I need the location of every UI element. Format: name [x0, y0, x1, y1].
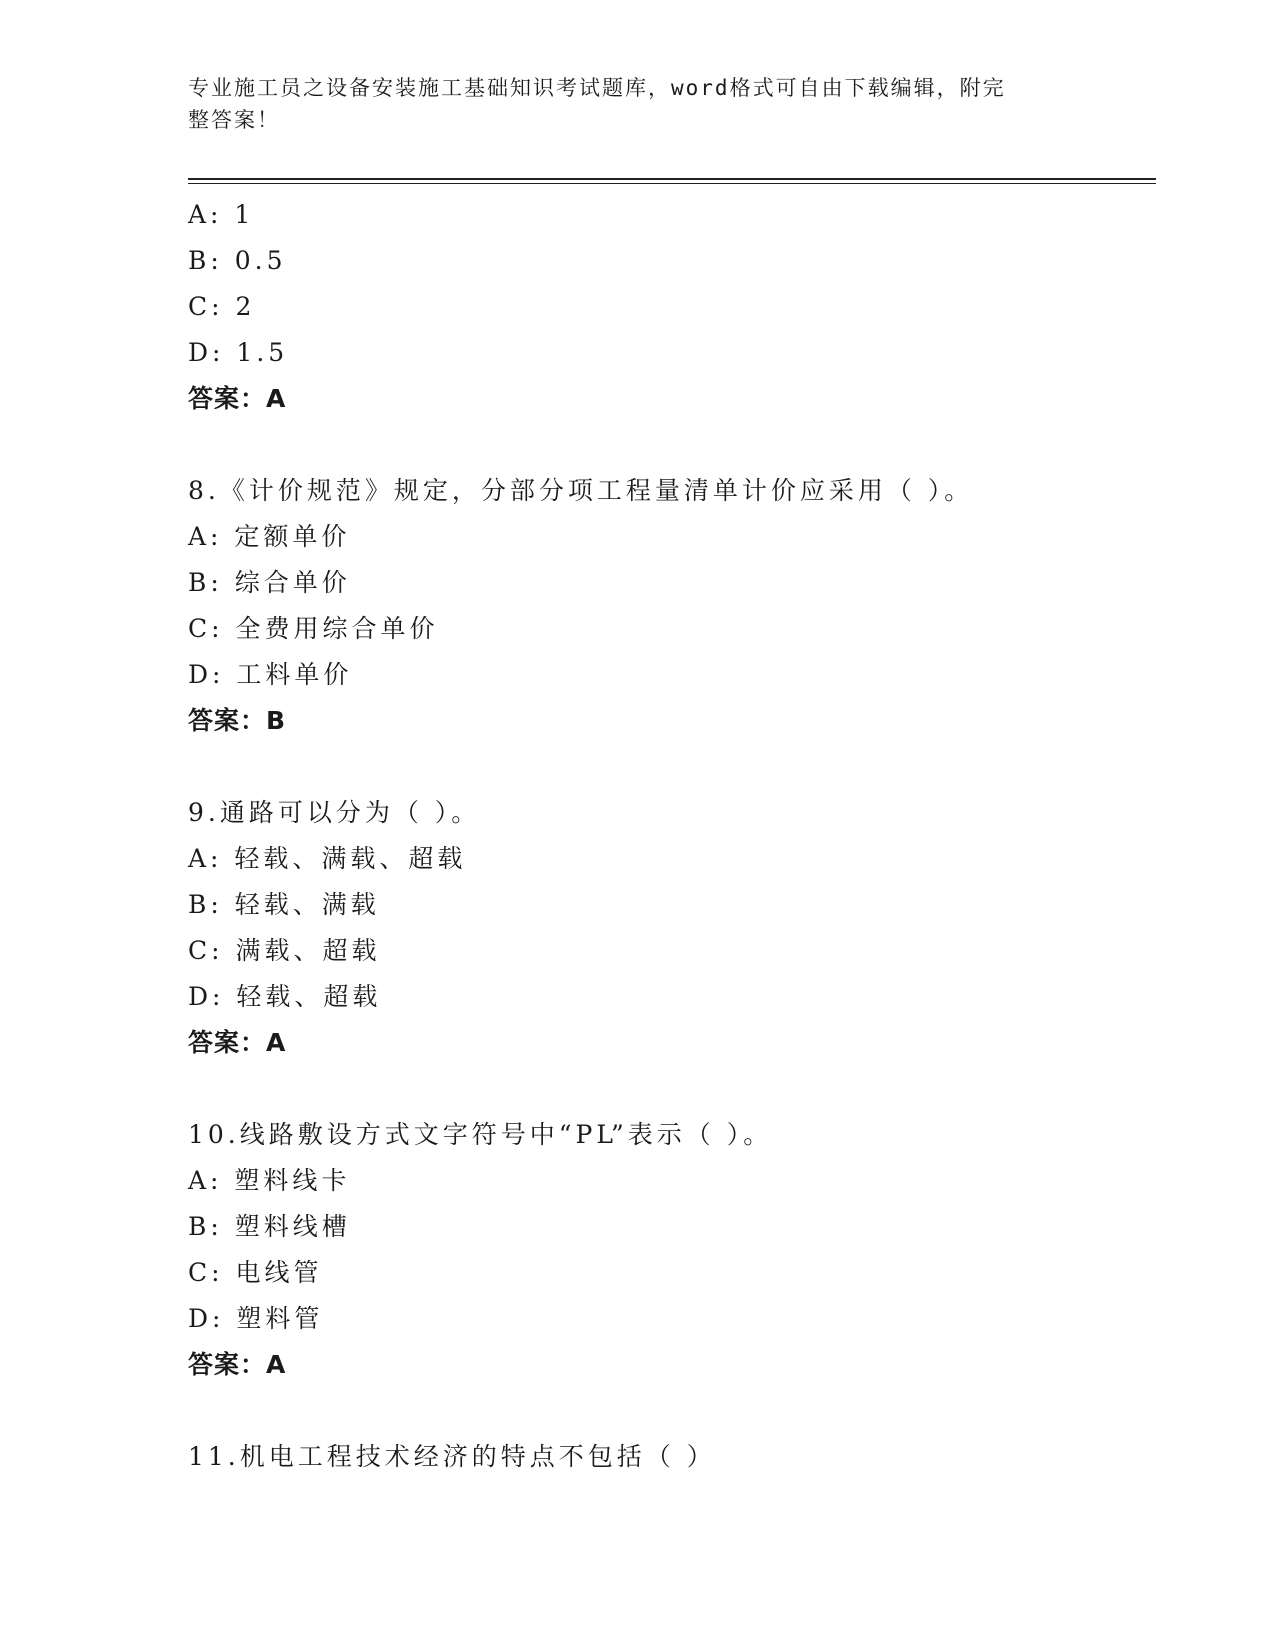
- question-11: [188, 1434, 1156, 1480]
- option-a: A: 1: [188, 200, 255, 229]
- question-stem: 11.机电工程技术经济的特点不包括（ ）: [188, 1442, 716, 1471]
- option-a: A: 定额单价: [188, 522, 351, 551]
- answer-label: 答案：A: [188, 1028, 287, 1057]
- option-b: B: 综合单价: [188, 568, 351, 597]
- answer-label: 答案：A: [188, 1350, 287, 1379]
- question-10: [188, 1112, 1156, 1388]
- header-divider-thin: [188, 183, 1156, 184]
- header-line-2: 整答案！: [188, 108, 280, 132]
- option-d: D: 1.5: [188, 338, 289, 367]
- question-stem: 8.《计价规范》规定，分部分项工程量清单计价应采用（ ）。: [188, 476, 974, 505]
- answer-label: 答案：B: [188, 706, 287, 735]
- header-divider-thick: [188, 178, 1156, 180]
- option-d: D: 塑料管: [188, 1304, 324, 1333]
- option-c: C: 电线管: [188, 1258, 323, 1287]
- option-b: B: 轻载、满载: [188, 890, 380, 919]
- question-9: [188, 790, 1156, 1066]
- option-d: D: 工料单价: [188, 660, 353, 689]
- option-a: A: 轻载、满载、超载: [188, 844, 467, 873]
- option-a: A: 塑料线卡: [188, 1166, 351, 1195]
- document-header: [188, 72, 1068, 136]
- option-d: D: 轻载、超载: [188, 982, 382, 1011]
- option-b: B: 塑料线槽: [188, 1212, 351, 1241]
- option-c: C: 全费用综合单价: [188, 614, 439, 643]
- option-c: C: 2: [188, 292, 256, 321]
- question-8: [188, 468, 1156, 744]
- answer-label: 答案：A: [188, 384, 287, 413]
- question-7-continuation: [188, 192, 1156, 422]
- question-list: [188, 192, 1156, 1480]
- question-stem: 10.线路敷设方式文字符号中“PL”表示（ ）。: [188, 1120, 773, 1149]
- option-b: B: 0.5: [188, 246, 287, 275]
- header-line-1: 专业施工员之设备安装施工基础知识考试题库，word格式可自由下载编辑，附完: [188, 76, 1006, 100]
- option-c: C: 满载、超载: [188, 936, 381, 965]
- question-stem: 9.通路可以分为（ ）。: [188, 798, 481, 827]
